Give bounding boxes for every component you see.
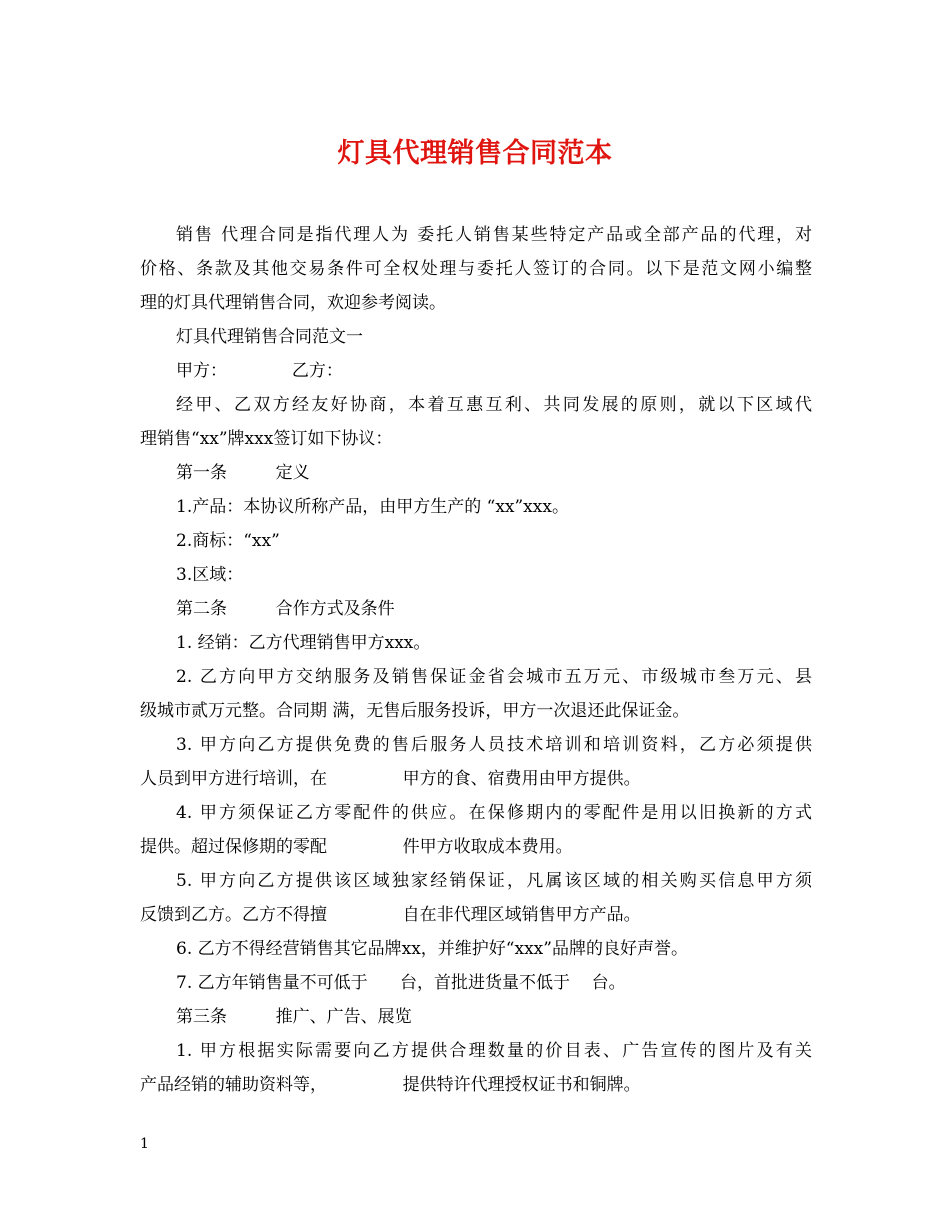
paragraph-line: 理的灯具代理销售合同，欢迎参考阅读。 xyxy=(140,293,446,313)
section-heading: 灯具代理销售合同范文一 xyxy=(176,327,363,347)
clause-line: 产品经销的辅助资料等， 提供特许代理授权证书和铜牌。 xyxy=(140,1075,641,1095)
article-heading: 第一条 定义 xyxy=(176,463,310,483)
paragraph-line: 经甲、乙双方经友好协商，本着互惠互利、共同发展的原则，就以下区域代 xyxy=(176,395,812,415)
article-heading: 第二条 合作方式及条件 xyxy=(176,599,395,619)
page-title: 灯具代理销售合同范本 xyxy=(337,138,613,169)
clause-line: 级城市贰万元整。合同期 满，无售后服务投诉，甲方一次退还此保证金。 xyxy=(140,701,690,721)
clause-line: 2. 乙方向甲方交纳服务及销售保证金省会城市五万元、市级城市叁万元、县 xyxy=(176,667,812,687)
paragraph-line: 理销售“xx”牌xxx签订如下协议： xyxy=(140,429,393,449)
clause-line: 人员到甲方进行培训，在 甲方的食、宿费用由甲方提供。 xyxy=(140,769,641,789)
article-heading: 第三条 推广、广告、展览 xyxy=(176,1007,412,1027)
paragraph-line: 价格、条款及其他交易条件可全权处理与委托人签订的合同。以下是范文网小编整 xyxy=(140,259,812,279)
clause-line: 反馈到乙方。乙方不得擅 自在非代理区域销售甲方产品。 xyxy=(140,905,641,925)
clause-line: 1. 甲方根据实际需要向乙方提供合理数量的价目表、广告宣传的图片及有关 xyxy=(176,1041,812,1061)
page-number: 1 xyxy=(140,1136,149,1152)
clause-line: 3.区域： xyxy=(176,565,244,585)
clause-line: 2.商标：“xx” xyxy=(176,531,280,551)
clause-line: 6. 乙方不得经营销售其它品牌xx，并维护好“xxx”品牌的良好声誉。 xyxy=(176,939,688,959)
party-line: 甲方： 乙方： xyxy=(176,361,343,381)
clause-line: 4. 甲方须保证乙方零配件的供应。在保修期内的零配件是用以旧换新的方式 xyxy=(176,803,812,823)
clause-line: 7. 乙方年销售量不可低于 台，首批进货量不低于 台。 xyxy=(176,973,626,993)
clause-line: 提供。超过保修期的零配 件甲方收取成本费用。 xyxy=(140,837,573,857)
clause-line: 1. 经销：乙方代理销售甲方xxx。 xyxy=(176,633,431,653)
clause-line: 1.产品：本协议所称产品，由甲方生产的 “xx”xxx。 xyxy=(176,497,569,517)
clause-line: 3. 甲方向乙方提供免费的售后服务人员技术培训和培训资料，乙方必须提供 xyxy=(176,735,812,755)
paragraph-line: 销售 代理合同是指代理人为 委托人销售某些特定产品或全部产品的代理，对 xyxy=(176,225,812,245)
clause-line: 5. 甲方向乙方提供该区域独家经销保证，凡属该区域的相关购买信息甲方须 xyxy=(176,871,812,891)
